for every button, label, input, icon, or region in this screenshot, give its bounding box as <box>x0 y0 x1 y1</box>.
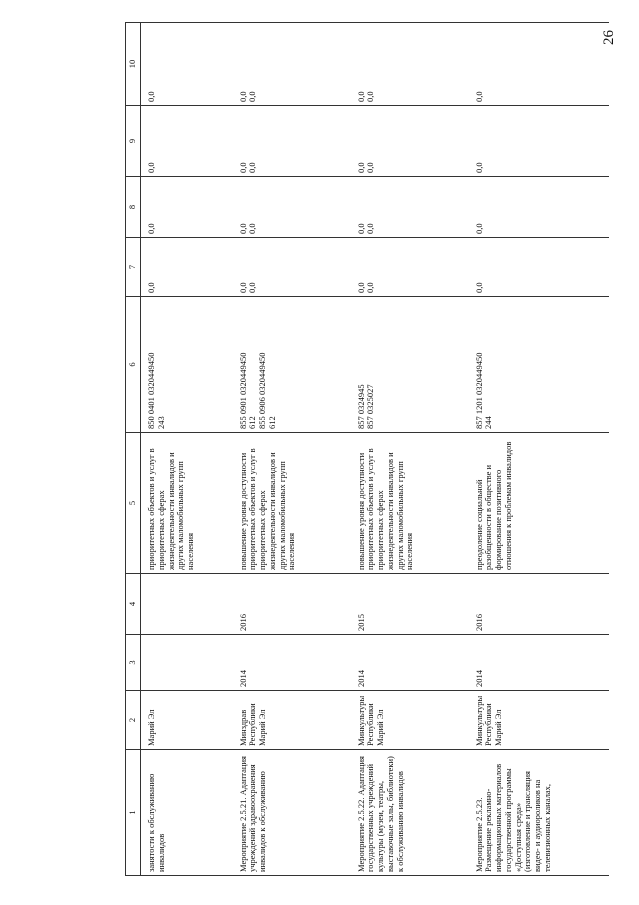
budget-code-line: 244 <box>483 416 494 429</box>
expected-result: повышение уровня доступности приоритетных объектов и услуг в приоритетных сферах жизнедеятельности инвалидов и других маломобильных групп населения <box>233 433 351 574</box>
header-col-7: 7 <box>126 238 141 297</box>
value-col-8 <box>351 177 469 238</box>
end-year: 2015 <box>351 574 469 635</box>
value: 0,0 <box>355 91 366 102</box>
value-col-9: 0,0 <box>141 106 233 177</box>
executor: Минкультуры Республики Марий Эл <box>351 691 469 750</box>
start-year <box>141 635 233 691</box>
value: 0,0 <box>355 282 366 293</box>
value-col-9: 0,0 <box>469 106 609 177</box>
value-col-7: 0,0 <box>469 238 609 297</box>
header-col-4: 4 <box>126 574 141 635</box>
value-col-7: 0,0 <box>141 238 233 297</box>
value-col-9 <box>233 106 351 177</box>
value: 0,0 <box>365 162 376 173</box>
budget-code <box>351 297 469 433</box>
header-col-2: 2 <box>126 691 141 750</box>
budget-code-line: 855 0901 0320449450 <box>237 352 248 429</box>
table-row <box>141 23 233 876</box>
header-col-3: 3 <box>126 635 141 691</box>
budget-code <box>469 297 609 433</box>
value-col-10: 0,0 <box>469 23 609 106</box>
value: 0,0 <box>247 223 258 234</box>
executor: Минкультуры Республики Марий Эл <box>469 691 609 750</box>
budget-code-line: 612 <box>247 416 258 429</box>
end-year: 2016 <box>233 574 351 635</box>
start-year: 2014 <box>351 635 469 691</box>
value: 0,0 <box>237 282 248 293</box>
budget-code-line: 612 <box>266 416 277 429</box>
value-col-7 <box>233 238 351 297</box>
measure-name: занятости к обслуживанию инвалидов <box>141 750 233 876</box>
end-year <box>141 574 233 635</box>
header-col-5: 5 <box>126 433 141 574</box>
table-row <box>469 23 609 876</box>
budget-code-line: 857 0324945 <box>355 384 366 429</box>
expected-result: повышение уровня доступности приоритетных объектов и услуг в приоритетных сферах жизнедеятельности инвалидов и других маломобильных групп населения <box>351 433 469 574</box>
header-col-10: 10 <box>126 23 141 106</box>
rotated-table-container <box>125 33 620 876</box>
start-year: 2014 <box>469 635 609 691</box>
value: 0,0 <box>237 162 248 173</box>
value-col-10: 0,0 <box>141 23 233 106</box>
header-col-1: 1 <box>126 750 141 876</box>
value: 0,0 <box>365 282 376 293</box>
header-col-6: 6 <box>126 297 141 433</box>
program-measures-table <box>125 22 609 876</box>
value-col-8: 0,0 <box>141 177 233 238</box>
table-header <box>126 23 141 876</box>
table-row <box>233 23 351 876</box>
value: 0,0 <box>247 91 258 102</box>
value: 0,0 <box>355 223 366 234</box>
measure-name: Мероприятие 2.5.21. Адаптация учреждений здравоохранения инвалидов к обслуживанию <box>233 750 351 876</box>
executor: Минздрав Республики Марий Эл <box>233 691 351 750</box>
expected-result: преодоление социальной разобщенности в обществе и формирование позитивного отношения к проблемам инвалидов <box>469 433 609 574</box>
budget-code <box>233 297 351 433</box>
value: 0,0 <box>237 223 248 234</box>
value-col-7 <box>351 238 469 297</box>
measure-name: Мероприятие 2.5.23. Размещение рекламно-информационных материалов государственной программы «Доступная среда» (изготовление и трансляция видео- и аудиороликов на телевизионных каналах, <box>469 750 609 876</box>
budget-code-line: 857 0325027 <box>365 384 376 429</box>
measure-name: Мероприятие 2.5.22. Адаптация государственных учреждений культуры (музеи, театры, выставочные залы, библиотеки) к обслуживанию инвалидов <box>351 750 469 876</box>
value-col-10 <box>233 23 351 106</box>
value: 0,0 <box>365 223 376 234</box>
value: 0,0 <box>247 282 258 293</box>
value-col-9 <box>351 106 469 177</box>
budget-code <box>141 297 233 433</box>
value-col-8 <box>233 177 351 238</box>
start-year: 2014 <box>233 635 351 691</box>
page-number: 26 <box>601 30 617 45</box>
value-col-8: 0,0 <box>469 177 609 238</box>
end-year: 2016 <box>469 574 609 635</box>
table-row <box>351 23 469 876</box>
value: 0,0 <box>365 91 376 102</box>
executor: Марий Эл <box>141 691 233 750</box>
budget-code-line: 857 1201 0320449450 <box>473 352 484 429</box>
header-col-8: 8 <box>126 177 141 238</box>
value: 0,0 <box>237 91 248 102</box>
budget-code-line: 243 <box>155 416 166 429</box>
header-col-9: 9 <box>126 106 141 177</box>
value: 0,0 <box>355 162 366 173</box>
expected-result: приоритетных объектов и услуг в приоритетных сферах жизнедеятельности инвалидов и других маломобильных групп населения <box>141 433 233 574</box>
header-row <box>126 23 141 876</box>
budget-code-line: 850 0401 0320449450 <box>146 352 156 429</box>
value-col-10 <box>351 23 469 106</box>
value: 0,0 <box>247 162 258 173</box>
budget-code-line: 855 0906 0320449450 <box>257 352 268 429</box>
